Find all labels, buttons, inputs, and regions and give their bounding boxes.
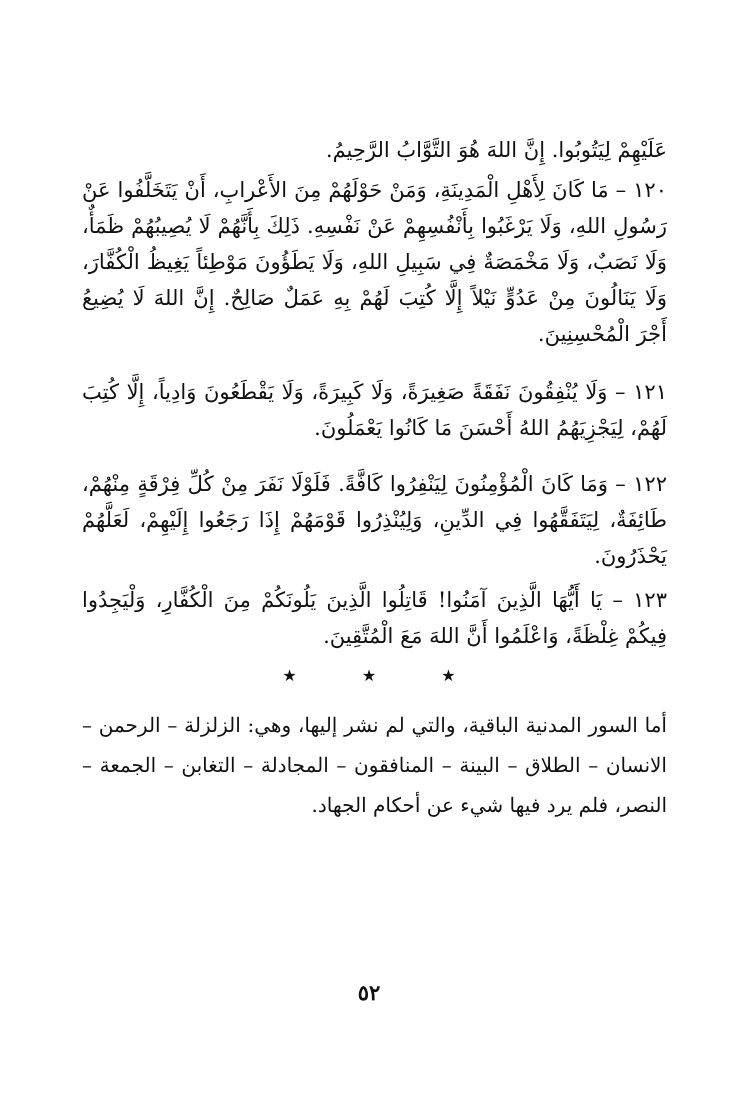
closing-note: أما السور المدنية الباقية، والتي لم نشر إليها، وهي: الزلزلة – الرحمن – الانسان – الطلاق – البينة – المنافقون – المجادلة – التغابن – الجمعة – النصر، فلم يرد فيها شيء عن أحكام الجهاد. [82, 713, 667, 817]
star-separator: ★ ★ ★ [282, 666, 486, 685]
verse-121: ١٢١ – وَلَا يُنْفِقُونَ نَفَقَةً صَغِيرَةً، وَلَا كَبِيرَةً، وَلَا يَقْطَعُونَ وَادِياً، إِلَّا كُتِبَ لَهُمْ، لِيَجْزِيَهُمُ اللهُ أَحْسَنَ مَا كَانُوا يَعْمَلُونَ. [82, 380, 667, 440]
page-number: ٥٢ [357, 980, 381, 1005]
verse-122: ١٢٢ – وَمَا كَانَ الْمُؤْمِنُونَ لِيَنْفِرُوا كَافَّةً. فَلَوْلَا نَفَرَ مِنْ كُلِّ فِرْقَةٍ مِنْهُمْ، طَائِفَةٌ، لِيَتَفَقَّهُوا فِي الدِّينِ، وَلِيُنْذِرُوا قَوْمَهُمْ إِذَا رَجَعُوا إِلَيْهِمْ، لَعَلَّهُمْ يَحْذَرُونَ. [82, 472, 667, 568]
verse-120: ١٢٠ – مَا كَانَ لِأَهْلِ الْمَدِينَةِ، وَمَنْ حَوْلَهُمْ مِنَ الأَعْرابِ، أَنْ يَتَخَلَّفُوا عَنْ رَسُولِ اللهِ، وَلَا يَرْغَبُوا بِأَنْفُسِهِمْ عَنْ نَفْسِهِ. ذَلِكَ بِأَنَّهُمْ لَا يُصِيبُهُمْ ظَمَأٌ، وَلَا نَصَبٌ، وَلَا مَخْمَصَةٌ فِي سَبِيلِ اللهِ، وَلَا يَطَؤُونَ مَوْطِئاً يَغِيظُ الْكُفَّارَ، وَلَا يَنَالُونَ مِنْ عَدُوٍّ نَيْلاً إِلَّا كُتِبَ لَهُمْ بِهِ عَمَلٌ صَالِحٌ. إِنَّ اللهَ لَا يُضِيعُ أَجْرَ الْمُحْسِنِينَ. [82, 178, 667, 346]
verse-123: ١٢٣ – يَا أَيُّهَا الَّذِينَ آمَنُوا! قَاتِلُوا الَّذِينَ يَلُونَكُمْ مِنَ الْكُفَّارِ، وَلْيَجِدُوا فِيكُمْ غِلْظَةً، وَاعْلَمُوا أَنَّ اللهَ مَعَ الْمُتَّقِينَ. [82, 588, 667, 648]
verse-119-ending: عَلَيْهِمْ لِيَتُوبُوا. إِنَّ اللهَ هُوَ التَّوَّابُ الرَّحِيمُ. [325, 138, 667, 162]
